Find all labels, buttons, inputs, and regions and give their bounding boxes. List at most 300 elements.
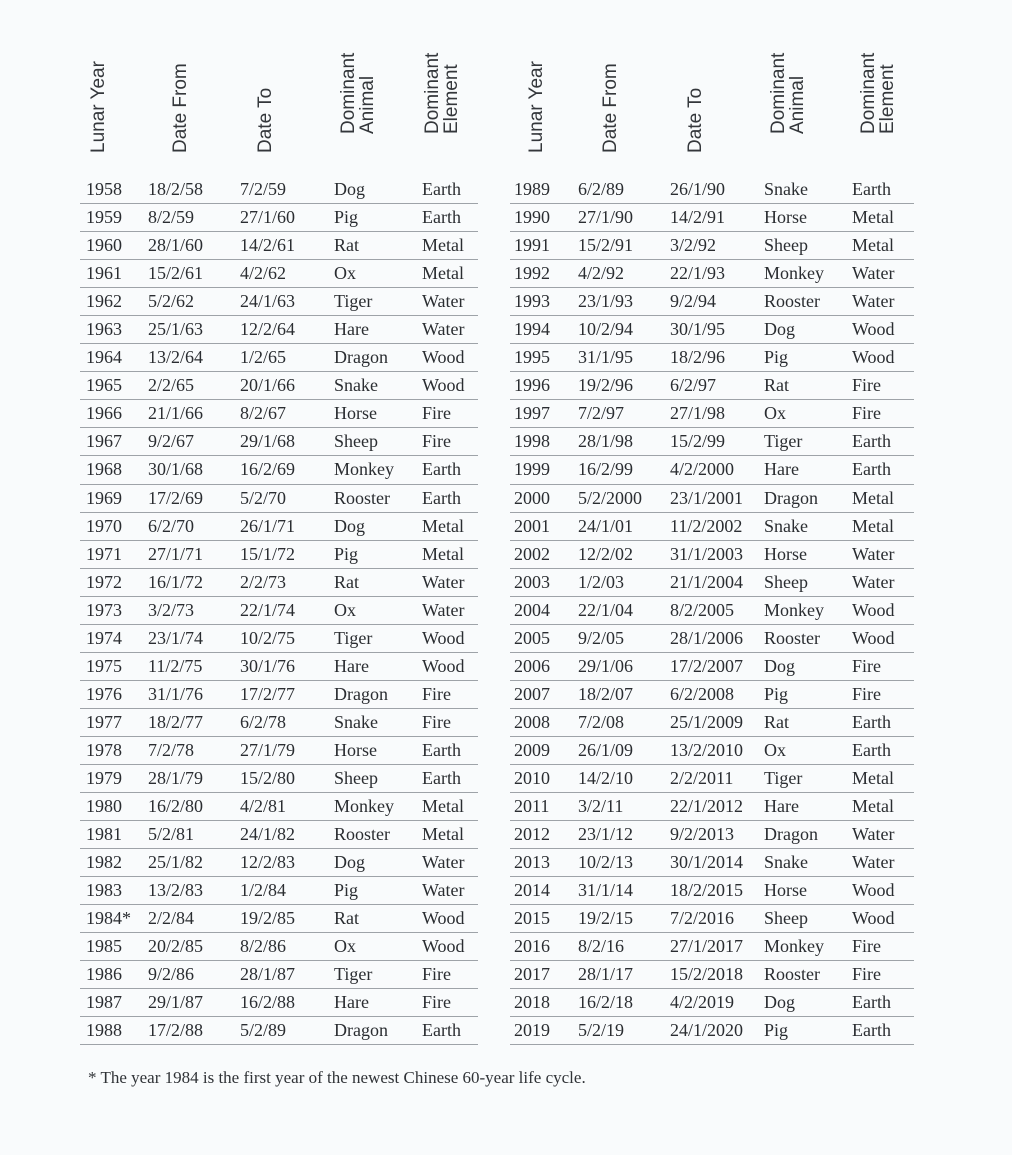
date-to-cell: 4/2/81 (240, 796, 287, 817)
dominant-element-cell: Earth (422, 459, 461, 480)
date-from-cell: 31/1/76 (148, 683, 204, 704)
lunar-year-cell: 2019 (514, 1020, 550, 1041)
table-row (80, 765, 478, 793)
date-from-cell: 27/1/90 (578, 207, 634, 228)
date-to-cell: 26/1/71 (240, 515, 296, 536)
dominant-animal-cell: Dog (764, 655, 795, 676)
dominant-element-cell: Metal (852, 487, 894, 508)
dominant-animal-cell: Pig (334, 207, 359, 228)
table-row (80, 933, 478, 961)
dominant-element-cell: Metal (852, 235, 894, 256)
table-row (510, 232, 914, 260)
dominant-animal-cell: Hare (334, 992, 369, 1013)
header-lunar-year (506, 60, 566, 176)
header-text: Element (441, 64, 462, 134)
date-from-cell: 18/2/58 (148, 179, 204, 199)
date-from-cell: 6/2/70 (148, 515, 195, 536)
date-from-cell: 9/2/86 (148, 964, 195, 985)
date-from-cell: 15/2/61 (148, 263, 204, 284)
table-row (80, 400, 478, 428)
lunar-year-cell: 1979 (86, 767, 122, 788)
lunar-year-cell: 1967 (86, 431, 122, 452)
dominant-animal-cell: Rat (334, 571, 359, 592)
date-from-cell: 10/2/13 (578, 852, 634, 873)
table-row (80, 232, 478, 260)
date-from-cell: 2/2/65 (148, 375, 195, 396)
table-row (80, 541, 478, 569)
lunar-year-cell: 1968 (86, 459, 122, 480)
dominant-element-cell: Water (852, 543, 895, 564)
dominant-animal-cell: Tiger (334, 964, 373, 985)
lunar-year-cell: 2001 (514, 515, 550, 536)
date-to-cell: 14/2/61 (240, 235, 296, 256)
date-to-cell: 27/1/79 (240, 739, 296, 760)
dominant-element-cell: Fire (852, 655, 881, 676)
table-row (80, 625, 478, 653)
dominant-animal-cell: Snake (764, 179, 808, 199)
header-text: Dominant (768, 52, 789, 134)
date-to-cell: 27/1/98 (670, 403, 726, 424)
dominant-element-cell: Wood (852, 347, 895, 368)
dominant-element-cell: Metal (422, 235, 464, 256)
date-to-cell: 11/2/2002 (670, 515, 743, 536)
dominant-element-cell: Fire (852, 683, 881, 704)
date-to-cell: 1/2/65 (240, 347, 287, 368)
date-to-cell: 27/1/60 (240, 207, 296, 228)
lunar-year-cell: 1974 (86, 627, 122, 648)
date-to-cell: 28/1/87 (240, 964, 296, 985)
date-to-cell: 31/1/2003 (670, 543, 744, 564)
table-row (510, 513, 914, 541)
dominant-element-cell: Metal (422, 796, 464, 817)
date-from-cell: 19/2/96 (578, 375, 634, 396)
lunar-year-cell: 1994 (514, 319, 550, 340)
lunar-year-cell: 1964 (86, 347, 122, 368)
dominant-element-cell: Wood (852, 599, 895, 620)
date-to-cell: 24/1/82 (240, 824, 296, 845)
lunar-year-cell: 2004 (514, 599, 550, 620)
date-to-cell: 20/1/66 (240, 375, 296, 396)
table-row (510, 569, 914, 597)
dominant-element-cell: Wood (422, 655, 465, 676)
lunar-year-cell: 1976 (86, 683, 122, 704)
table-row (510, 456, 914, 484)
table-row (510, 316, 914, 344)
date-to-cell: 5/2/89 (240, 1020, 287, 1041)
date-from-cell: 24/1/01 (578, 515, 634, 536)
dominant-element-cell: Water (852, 824, 895, 845)
dominant-animal-cell: Ox (334, 936, 356, 957)
table-row (510, 597, 914, 625)
dominant-element-cell: Fire (422, 431, 451, 452)
table-row (80, 260, 478, 288)
dominant-element-cell: Metal (852, 515, 894, 536)
dominant-element-cell: Wood (422, 908, 465, 929)
lunar-year-cell: 1995 (514, 347, 550, 368)
lunar-year-cell: 1966 (86, 403, 122, 424)
dominant-animal-cell: Hare (764, 459, 799, 480)
date-from-cell: 26/1/09 (578, 739, 634, 760)
header-date-to (665, 60, 725, 176)
dominant-element-cell: Earth (422, 487, 461, 508)
date-to-cell: 7/2/59 (240, 179, 287, 199)
date-from-cell: 27/1/71 (148, 543, 204, 564)
date-to-cell: 18/2/96 (670, 347, 726, 368)
lunar-year-cell: 1962 (86, 291, 122, 312)
table-row (510, 877, 914, 905)
table-row (510, 933, 914, 961)
date-from-cell: 16/2/99 (578, 459, 634, 480)
header-text: Dominant (338, 52, 359, 134)
table-row (510, 260, 914, 288)
dominant-element-cell: Wood (422, 375, 465, 396)
header-text: Lunar Year (87, 61, 109, 153)
date-to-cell: 8/2/67 (240, 403, 287, 424)
dominant-animal-cell: Tiger (334, 291, 373, 312)
date-to-cell: 14/2/91 (670, 207, 726, 228)
date-to-cell: 7/2/2016 (670, 908, 735, 929)
header-dominant-element (848, 52, 908, 176)
date-from-cell: 12/2/02 (578, 543, 634, 564)
date-from-cell: 18/2/77 (148, 711, 204, 732)
date-to-cell: 15/2/80 (240, 767, 296, 788)
dominant-element-cell: Wood (852, 880, 895, 901)
lunar-year-cell: 1993 (514, 291, 550, 312)
table-row (80, 344, 478, 372)
lunar-year-cell: 1982 (86, 852, 122, 873)
table-row (510, 344, 914, 372)
lunar-year-cell: 1987 (86, 992, 122, 1013)
table-row (510, 849, 914, 877)
dominant-element-cell: Earth (422, 739, 461, 760)
lunar-year-cell: 2012 (514, 824, 550, 845)
dominant-animal-cell: Sheep (334, 767, 378, 788)
dominant-element-cell: Earth (852, 179, 891, 199)
lunar-year-cell: 1986 (86, 964, 122, 985)
table-row (80, 1017, 478, 1045)
table-row (80, 849, 478, 877)
dominant-element-cell: Metal (852, 767, 894, 788)
lunar-year-cell: 1975 (86, 655, 122, 676)
table-row (80, 372, 478, 400)
dominant-element-cell: Fire (422, 964, 451, 985)
dominant-animal-cell: Dog (764, 319, 795, 340)
dominant-element-cell: Fire (422, 403, 451, 424)
dominant-animal-cell: Dragon (764, 824, 818, 845)
dominant-animal-cell: Rooster (764, 964, 820, 985)
dominant-animal-cell: Sheep (334, 431, 378, 452)
date-from-cell: 7/2/78 (148, 739, 195, 760)
table-row (80, 709, 478, 737)
dominant-animal-cell: Rooster (334, 487, 390, 508)
date-from-cell: 10/2/94 (578, 319, 634, 340)
dominant-element-cell: Earth (422, 207, 461, 228)
date-to-cell: 13/2/2010 (670, 739, 744, 760)
date-to-cell: 30/1/2014 (670, 852, 744, 873)
dominant-animal-cell: Rooster (334, 824, 390, 845)
table-row (80, 597, 478, 625)
lunar-year-cell: 2014 (514, 880, 550, 901)
dominant-animal-cell: Rat (764, 711, 789, 732)
dominant-element-cell: Water (422, 571, 465, 592)
date-to-cell: 26/1/90 (670, 179, 726, 199)
table-right (510, 52, 914, 1045)
lunar-year-cell: 1990 (514, 207, 550, 228)
date-from-cell: 3/2/11 (578, 796, 624, 817)
dominant-element-cell: Metal (852, 207, 894, 228)
date-from-cell: 30/1/68 (148, 459, 204, 480)
date-to-cell: 22/1/93 (670, 263, 726, 284)
date-from-cell: 5/2/62 (148, 291, 195, 312)
dominant-animal-cell: Dragon (334, 1020, 388, 1041)
date-to-cell: 24/1/2020 (670, 1020, 744, 1041)
table-row (80, 176, 478, 204)
footnote: * The year 1984 is the first year of the newest Chinese 60-year life cycle. (88, 1068, 586, 1087)
date-to-cell: 12/2/83 (240, 852, 296, 873)
lunar-year-cell: 1999 (514, 459, 550, 480)
date-from-cell: 16/1/72 (148, 571, 204, 592)
lunar-year-cell: 2011 (514, 796, 550, 817)
date-to-cell: 1/2/84 (240, 880, 287, 901)
lunar-year-cell: 2015 (514, 908, 550, 929)
date-from-cell: 19/2/15 (578, 908, 634, 929)
date-to-cell: 22/1/74 (240, 599, 296, 620)
dominant-animal-cell: Monkey (764, 599, 824, 620)
dominant-animal-cell: Tiger (334, 627, 373, 648)
header-dominant-animal (758, 52, 818, 176)
dominant-element-cell: Wood (852, 908, 895, 929)
dominant-element-cell: Water (422, 852, 465, 873)
dominant-element-cell: Water (852, 852, 895, 873)
date-from-cell: 25/1/63 (148, 319, 204, 340)
lunar-year-cell: 1977 (86, 711, 122, 732)
date-from-cell: 23/1/74 (148, 627, 204, 648)
date-to-cell: 24/1/63 (240, 291, 296, 312)
dominant-animal-cell: Hare (334, 655, 369, 676)
dominant-animal-cell: Sheep (764, 235, 808, 256)
date-from-cell: 13/2/64 (148, 347, 204, 368)
date-from-cell: 8/2/16 (578, 936, 625, 957)
lunar-year-cell: 1958 (86, 179, 122, 199)
date-from-cell: 21/1/66 (148, 403, 204, 424)
table-body (510, 176, 914, 1045)
dominant-animal-cell: Tiger (764, 431, 803, 452)
header-text: Element (877, 64, 898, 134)
dominant-animal-cell: Rooster (764, 627, 820, 648)
date-to-cell: 5/2/70 (240, 487, 287, 508)
date-from-cell: 5/2/81 (148, 824, 195, 845)
date-to-cell: 27/1/2017 (670, 936, 744, 957)
dominant-animal-cell: Pig (334, 543, 359, 564)
date-from-cell: 20/2/85 (148, 936, 204, 957)
dominant-element-cell: Fire (852, 375, 881, 396)
date-to-cell: 4/2/2000 (670, 459, 735, 480)
dominant-animal-cell: Horse (334, 403, 377, 424)
lunar-year-cell: 1992 (514, 263, 550, 284)
dominant-element-cell: Wood (422, 347, 465, 368)
dominant-element-cell: Earth (422, 767, 461, 788)
table-row (510, 400, 914, 428)
dominant-animal-cell: Snake (764, 515, 808, 536)
date-to-cell: 23/1/2001 (670, 487, 744, 508)
table-row (510, 989, 914, 1017)
lunar-year-cell: 1965 (86, 375, 122, 396)
date-from-cell: 17/2/88 (148, 1020, 204, 1041)
table-row (510, 737, 914, 765)
dominant-element-cell: Fire (422, 992, 451, 1013)
table-row (80, 877, 478, 905)
date-from-cell: 6/2/89 (578, 179, 625, 199)
dominant-animal-cell: Hare (334, 319, 369, 340)
dominant-element-cell: Earth (852, 431, 891, 452)
lunar-year-cell: 2010 (514, 767, 550, 788)
header-text: Date From (599, 63, 621, 153)
dominant-animal-cell: Pig (764, 683, 789, 704)
dominant-animal-cell: Pig (334, 880, 359, 901)
table-header (80, 52, 478, 176)
date-from-cell: 13/2/83 (148, 880, 204, 901)
dominant-animal-cell: Tiger (764, 767, 803, 788)
dominant-element-cell: Fire (422, 711, 451, 732)
table-row (80, 513, 478, 541)
dominant-animal-cell: Snake (764, 852, 808, 873)
dominant-element-cell: Earth (852, 711, 891, 732)
table-body (80, 176, 478, 1045)
dominant-element-cell: Earth (852, 739, 891, 760)
dominant-element-cell: Water (422, 880, 465, 901)
table-header (510, 52, 914, 176)
table-row (510, 821, 914, 849)
lunar-year-cell: 2006 (514, 655, 550, 676)
table-row (80, 989, 478, 1017)
date-from-cell: 31/1/14 (578, 880, 634, 901)
header-dominant-element (412, 52, 472, 176)
table-row (80, 428, 478, 456)
table-row (510, 681, 914, 709)
dominant-animal-cell: Rooster (764, 291, 820, 312)
dominant-animal-cell: Snake (334, 711, 378, 732)
date-to-cell: 30/1/76 (240, 655, 296, 676)
dominant-element-cell: Metal (422, 824, 464, 845)
date-from-cell: 1/2/03 (578, 571, 625, 592)
lunar-year-cell: 1959 (86, 207, 122, 228)
dominant-element-cell: Earth (852, 1020, 891, 1041)
lunar-year-cell: 2018 (514, 992, 550, 1013)
table-row (80, 961, 478, 989)
date-from-cell: 5/2/2000 (578, 487, 643, 508)
date-to-cell: 9/2/2013 (670, 824, 735, 845)
date-to-cell: 28/1/2006 (670, 627, 744, 648)
dominant-element-cell: Fire (852, 964, 881, 985)
table-row (510, 765, 914, 793)
dominant-animal-cell: Monkey (764, 263, 824, 284)
date-to-cell: 18/2/2015 (670, 880, 744, 901)
table-row (80, 821, 478, 849)
dominant-animal-cell: Ox (334, 263, 356, 284)
table-row (80, 485, 478, 513)
lunar-year-cell: 2005 (514, 627, 550, 648)
lunar-year-cell: 2007 (514, 683, 550, 704)
date-to-cell: 2/2/2011 (670, 767, 734, 788)
table-row (510, 1017, 914, 1045)
date-to-cell: 30/1/95 (670, 319, 726, 340)
table-row (510, 905, 914, 933)
table-row (510, 793, 914, 821)
lunar-year-cell: 1963 (86, 319, 122, 340)
date-from-cell: 11/2/75 (148, 655, 203, 676)
dominant-animal-cell: Rat (334, 908, 359, 929)
lunar-year-cell: 2013 (514, 852, 550, 873)
dominant-animal-cell: Dragon (764, 487, 818, 508)
lunar-year-cell: 1980 (86, 796, 122, 817)
date-to-cell: 15/2/2018 (670, 964, 744, 985)
lunar-year-cell: 1981 (86, 824, 122, 845)
table-row (510, 625, 914, 653)
date-from-cell: 28/1/98 (578, 431, 634, 452)
dominant-element-cell: Earth (422, 179, 461, 199)
lunar-year-cell: 1969 (86, 487, 122, 508)
date-to-cell: 25/1/2009 (670, 711, 744, 732)
dominant-element-cell: Metal (422, 263, 464, 284)
lunar-year-cell: 1961 (86, 263, 122, 284)
lunar-year-cell: 1991 (514, 235, 550, 256)
dominant-animal-cell: Hare (764, 796, 799, 817)
dominant-animal-cell: Horse (764, 543, 807, 564)
date-to-cell: 16/2/88 (240, 992, 296, 1013)
date-from-cell: 14/2/10 (578, 767, 634, 788)
header-text: Dominant (858, 52, 879, 134)
table-row (80, 288, 478, 316)
dominant-element-cell: Water (422, 291, 465, 312)
table-row (510, 176, 914, 204)
header-dominant-animal (328, 52, 388, 176)
date-from-cell: 16/2/18 (578, 992, 634, 1013)
date-from-cell: 28/1/60 (148, 235, 204, 256)
date-to-cell: 8/2/2005 (670, 599, 735, 620)
dominant-animal-cell: Snake (334, 375, 378, 396)
header-text: Animal (357, 75, 378, 134)
date-from-cell: 23/1/93 (578, 291, 634, 312)
table-row (80, 905, 478, 933)
lunar-year-cell: 1972 (86, 571, 122, 592)
date-to-cell: 29/1/68 (240, 431, 296, 452)
date-from-cell: 7/2/08 (578, 711, 625, 732)
dominant-element-cell: Wood (422, 936, 465, 957)
dominant-animal-cell: Rat (764, 375, 789, 396)
dominant-animal-cell: Ox (764, 739, 786, 760)
lunar-year-cell: 2003 (514, 571, 550, 592)
date-to-cell: 8/2/86 (240, 936, 287, 957)
table-row (80, 569, 478, 597)
header-text: Date From (169, 63, 191, 153)
date-to-cell: 10/2/75 (240, 627, 296, 648)
dominant-element-cell: Fire (852, 936, 881, 957)
date-from-cell: 4/2/92 (578, 263, 625, 284)
dominant-animal-cell: Monkey (334, 459, 394, 480)
date-to-cell: 6/2/97 (670, 375, 717, 396)
lunar-year-cell: 1973 (86, 599, 122, 620)
date-to-cell: 12/2/64 (240, 319, 296, 340)
date-from-cell: 18/2/07 (578, 683, 634, 704)
lunar-year-cell: 1984* (86, 908, 131, 929)
date-to-cell: 4/2/2019 (670, 992, 735, 1013)
dominant-element-cell: Earth (852, 992, 891, 1013)
date-to-cell: 4/2/62 (240, 263, 287, 284)
lunar-year-cell: 1996 (514, 375, 550, 396)
date-from-cell: 9/2/67 (148, 431, 195, 452)
date-from-cell: 28/1/17 (578, 964, 634, 985)
dominant-element-cell: Fire (852, 403, 881, 424)
